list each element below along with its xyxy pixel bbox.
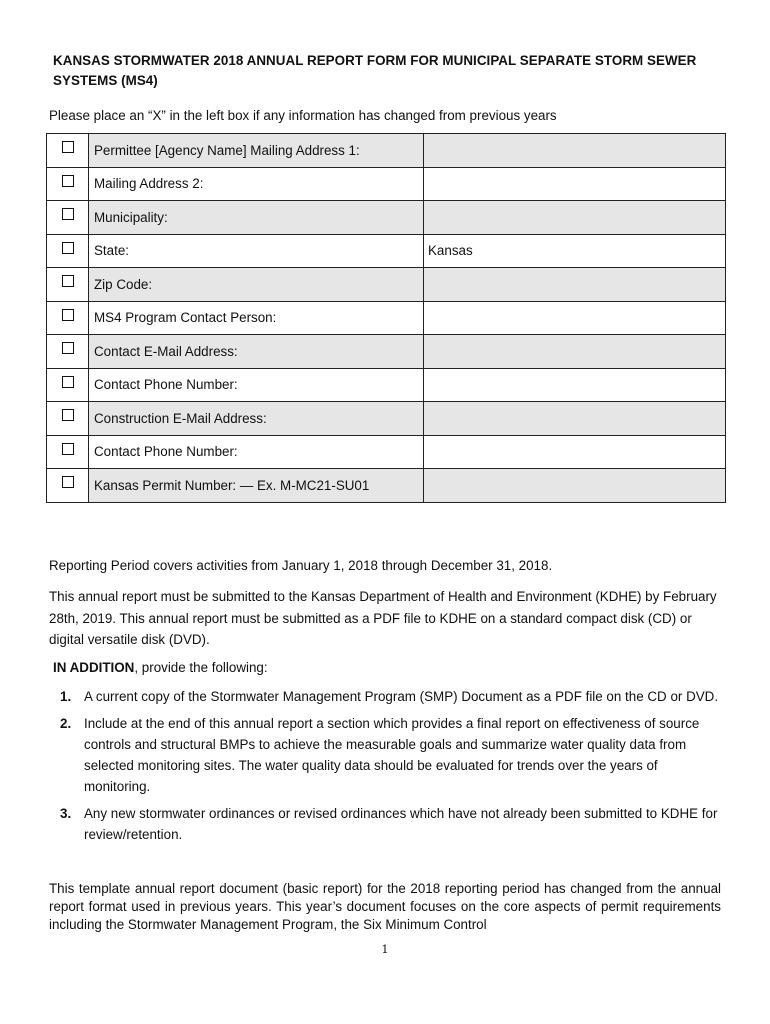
list-item: [57, 686, 719, 707]
changed-checkbox[interactable]: [62, 476, 74, 488]
changed-checkbox-cell: [47, 268, 89, 302]
changed-checkbox[interactable]: [62, 309, 74, 321]
form-row: [47, 469, 726, 503]
changed-checkbox-cell: [47, 201, 89, 235]
field-label: Contact Phone Number:: [89, 435, 424, 469]
in-addition-heading: [53, 657, 725, 679]
list-item-number: 1.: [60, 689, 72, 704]
field-label: Kansas Permit Number: — Ex. M-MC21-SU01: [89, 469, 424, 503]
changed-checkbox-cell: [47, 435, 89, 469]
field-value[interactable]: [424, 368, 726, 402]
field-value[interactable]: [424, 201, 726, 235]
changed-checkbox[interactable]: [62, 275, 74, 287]
form-row: [47, 268, 726, 302]
field-value[interactable]: [424, 402, 726, 436]
changed-checkbox[interactable]: [62, 443, 74, 455]
list-item-text: A current copy of the Stormwater Management Program (SMP) Document as a PDF file on the CD or DVD.: [84, 689, 719, 704]
changed-checkbox[interactable]: [62, 342, 74, 354]
field-label: MS4 Program Contact Person:: [89, 301, 424, 335]
list-item: [57, 713, 719, 797]
field-value[interactable]: [424, 134, 726, 168]
changed-checkbox-cell: [47, 402, 89, 436]
in-addition-rest: , provide the following:: [134, 660, 268, 675]
list-item-text: Include at the end of this annual report a section which provides a final report on effectiveness of source controls and structural BMPs to achieve the measurable goals and summarize water quality data from selected monitoring sites. The water quality data should be evaluated for trends over the years of monitoring.: [84, 716, 700, 794]
field-label: Mailing Address 2:: [89, 167, 424, 201]
changed-checkbox[interactable]: [62, 376, 74, 388]
changed-checkbox[interactable]: [62, 175, 74, 187]
form-row: [47, 167, 726, 201]
changed-checkbox[interactable]: [62, 141, 74, 153]
submission-note: This annual report must be submitted to the Kansas Department of Health and Environment (KDHE) by February 28th, 2019. This annual report must be submitted as a PDF file to KDHE on a standard compact disk (CD) or digital versatile disk (DVD).: [49, 589, 717, 647]
changed-checkbox-cell: [47, 368, 89, 402]
template-note: This template annual report document (basic report) for the 2018 reporting period has changed from the annual report format used in previous years. This year’s document focuses on the core aspects of permit requirements including the Stormwater Management Program, the Six Minimum Control: [49, 881, 721, 932]
changed-checkbox-cell: [47, 167, 89, 201]
changed-checkbox-cell: [47, 134, 89, 168]
report-title: KANSAS STORMWATER 2018 ANNUAL REPORT FORM FOR MUNICIPAL SEPARATE STORM SEWER SYSTEMS (MS4): [53, 53, 697, 88]
list-item-number: 3.: [60, 806, 72, 821]
field-value[interactable]: Kansas: [424, 234, 726, 268]
form-row: [47, 335, 726, 369]
list-item: [57, 803, 719, 845]
in-addition-bold: IN ADDITION: [53, 660, 135, 675]
changed-checkbox[interactable]: [62, 409, 74, 421]
field-label: Municipality:: [89, 201, 424, 235]
form-row: [47, 368, 726, 402]
changed-checkbox[interactable]: [62, 208, 74, 220]
form-row: [47, 134, 726, 168]
changed-checkbox-cell: [47, 469, 89, 503]
page-number: 1: [381, 943, 389, 956]
reporting-period-text: Reporting Period covers activities from January 1, 2018 through December 31, 2018.: [49, 558, 553, 573]
field-value[interactable]: [424, 469, 726, 503]
field-value[interactable]: [424, 335, 726, 369]
form-row: [47, 201, 726, 235]
form-row: [47, 234, 726, 268]
form-row: [47, 435, 726, 469]
field-label: Construction E-Mail Address:: [89, 402, 424, 436]
field-value[interactable]: [424, 435, 726, 469]
changed-checkbox-cell: [47, 335, 89, 369]
field-label: Contact E-Mail Address:: [89, 335, 424, 369]
changed-checkbox-cell: [47, 301, 89, 335]
field-label: Permittee [Agency Name] Mailing Address 1:: [89, 134, 424, 168]
form-row: [47, 301, 726, 335]
list-item-number: 2.: [60, 716, 72, 731]
changed-checkbox-cell: [47, 234, 89, 268]
list-item-text: Any new stormwater ordinances or revised ordinances which have not already been submitted to KDHE for review/retention.: [84, 806, 718, 842]
field-value[interactable]: [424, 167, 726, 201]
permittee-info-table: [46, 133, 726, 503]
changed-checkbox[interactable]: [62, 242, 74, 254]
change-instruction: Please place an “X” in the left box if any information has changed from previous years: [49, 108, 557, 123]
requirements-list: [57, 686, 719, 851]
field-label: State:: [89, 234, 424, 268]
field-value[interactable]: [424, 301, 726, 335]
field-label: Contact Phone Number:: [89, 368, 424, 402]
field-label: Zip Code:: [89, 268, 424, 302]
field-value[interactable]: [424, 268, 726, 302]
form-row: [47, 402, 726, 436]
